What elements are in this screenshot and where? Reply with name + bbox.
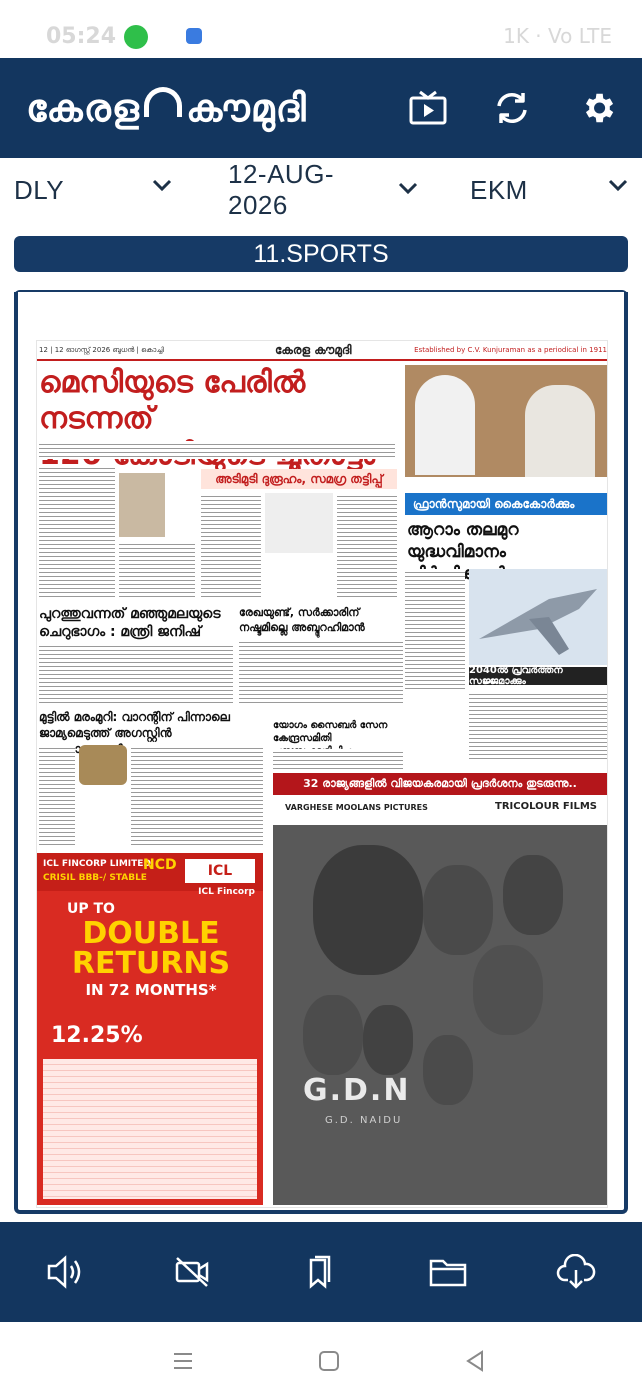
messi-photo <box>119 473 165 537</box>
logo-text-kaumudi: കൗമുദി <box>185 85 307 130</box>
folder-icon[interactable] <box>428 1252 468 1292</box>
logo-text-kerala: കേരള <box>26 85 140 130</box>
tree-text-col2 <box>131 745 263 845</box>
rail-headline: രേഖയുണ്ട്, സർക്കാരിന് നഷ്ടമില്ലെ അബ്ദുറഹിമാൻ <box>239 606 365 634</box>
icl-title: ICL FINCORP LIMITED <box>43 859 151 869</box>
section-sports[interactable]: 11.SPORTS <box>14 236 628 272</box>
tree-felling-headline: മുട്ടിൽ മരംമുറി: വാറന്റിന് പിന്നാലെ ജാമ്യമെടുത്ത് അഗസ്റ്റിൻ <box>39 710 230 740</box>
tree-text-col1 <box>39 745 75 845</box>
icl-upto: UP TO <box>67 901 115 917</box>
movie-subtitle: G.D. NAIDU <box>325 1115 403 1126</box>
app-notification-icon <box>186 28 202 44</box>
jet-caption: 2040ൽ പ്രവർത്തന സജ്ജമാക്കും <box>469 667 607 685</box>
newspaper-page[interactable] <box>36 340 608 1208</box>
icl-72-months: IN 72 MONTHS* <box>85 981 217 999</box>
status-bar <box>0 0 642 58</box>
icl-fine-print <box>43 1059 257 1199</box>
settings-icon[interactable] <box>576 86 620 130</box>
home-button[interactable] <box>314 1346 344 1376</box>
ministry-headline: പുറത്തുവന്നത് മഞ്ഞുമലയുടെ ചെറുഭാഗം : മന്ത്രി ജനിഷ് <box>39 606 221 640</box>
refresh-icon[interactable] <box>490 86 534 130</box>
yoga-text <box>273 749 403 769</box>
icl-brand: ICL Fincorp <box>198 887 255 897</box>
masthead-date: 12 | 12 ഓഗസ്റ്റ് 2026 ബുധൻ | കൊച്ചി <box>39 346 164 354</box>
chevron-down-icon <box>608 178 628 197</box>
lead-text-col2 <box>119 541 195 597</box>
recents-button[interactable] <box>168 1346 198 1376</box>
movie-poster <box>273 825 607 1205</box>
jet-text <box>405 569 465 689</box>
bookmark-icon[interactable] <box>300 1252 340 1292</box>
ministry-text <box>39 643 233 703</box>
sub-text-col1 <box>201 493 261 597</box>
edition-type-select[interactable] <box>14 172 174 208</box>
movie-title: G.D.N <box>303 1073 411 1108</box>
document-image <box>265 493 333 553</box>
jet-headline: ആറാം തലമുറ യുദ്ധവിമാനം <box>407 520 519 562</box>
status-time: 05:24 <box>46 24 117 49</box>
icl-rating: CRISIL BBB-/ STABLE <box>43 873 147 883</box>
jet-image <box>469 569 607 665</box>
edition-type-value: DLY <box>14 174 65 205</box>
icl-double: DOUBLE <box>82 916 220 951</box>
movie-advertisement[interactable] <box>273 773 607 1205</box>
movie-partner: TRICOLOUR FILMS <box>495 801 597 812</box>
newspaper-masthead <box>37 341 608 361</box>
chevron-down-icon <box>398 181 418 200</box>
download-icon[interactable] <box>556 1252 596 1292</box>
france-tag: ഫ്രാൻസുമായി കൈകോർക്കും <box>405 493 607 515</box>
region-value: EKM <box>470 174 528 205</box>
icl-logo: ICL <box>185 859 255 883</box>
app-header <box>0 58 642 158</box>
region-select[interactable] <box>470 172 630 208</box>
status-indicators: 1K · Vo LTE <box>503 24 612 48</box>
movie-studio: VARGHESE MOOLANS PICTURES <box>285 803 428 812</box>
chevron-down-icon <box>152 178 172 197</box>
tv-icon[interactable] <box>406 86 450 130</box>
logo-arc-icon <box>144 87 182 117</box>
icl-ncd: NCD <box>143 857 177 873</box>
system-nav-bar <box>0 1322 642 1400</box>
bottom-toolbar <box>0 1222 642 1322</box>
masthead-title: കേരള കൗമുദി <box>275 343 352 357</box>
date-value: 12-AUG-2026 <box>228 159 335 220</box>
sub-headline-red: അടിമുടി ദുരൂഹം, സമഗ്ര തട്ടിപ്പ് <box>201 469 397 489</box>
rail-text <box>239 639 403 703</box>
jet-text-2 <box>469 691 607 761</box>
yoga-headline: യോഗം സൈബർ സേന കേന്ദ്രസമിതി <box>273 720 388 744</box>
video-off-icon[interactable] <box>172 1252 212 1292</box>
icl-returns: RETURNS <box>71 946 231 981</box>
people-photo <box>405 365 607 477</box>
icl-rate: 12.25% <box>51 1023 143 1048</box>
volume-icon[interactable] <box>44 1252 84 1292</box>
lead-headline-line1: മെസിയുടെ പേരിൽ നടന്നത് <box>39 365 306 436</box>
date-select[interactable] <box>228 159 418 220</box>
sub-text-col3 <box>337 493 397 597</box>
lead-bullets <box>39 441 395 459</box>
news-photo-small <box>79 745 127 785</box>
icl-advertisement[interactable] <box>37 853 263 1205</box>
movie-banner: 32 രാജ്യങ്ങളിൽ വിജയകരമായി പ്രദർശനം തുടരുന്നു.. <box>273 773 607 795</box>
lead-text-col1 <box>39 465 115 597</box>
masthead-established: Established by C.V. Kunjuraman as a periodical in 1911 <box>414 346 607 354</box>
edition-selectors <box>0 158 642 224</box>
app-logo <box>26 80 307 136</box>
back-button[interactable] <box>460 1346 490 1376</box>
whatsapp-icon <box>124 25 148 49</box>
